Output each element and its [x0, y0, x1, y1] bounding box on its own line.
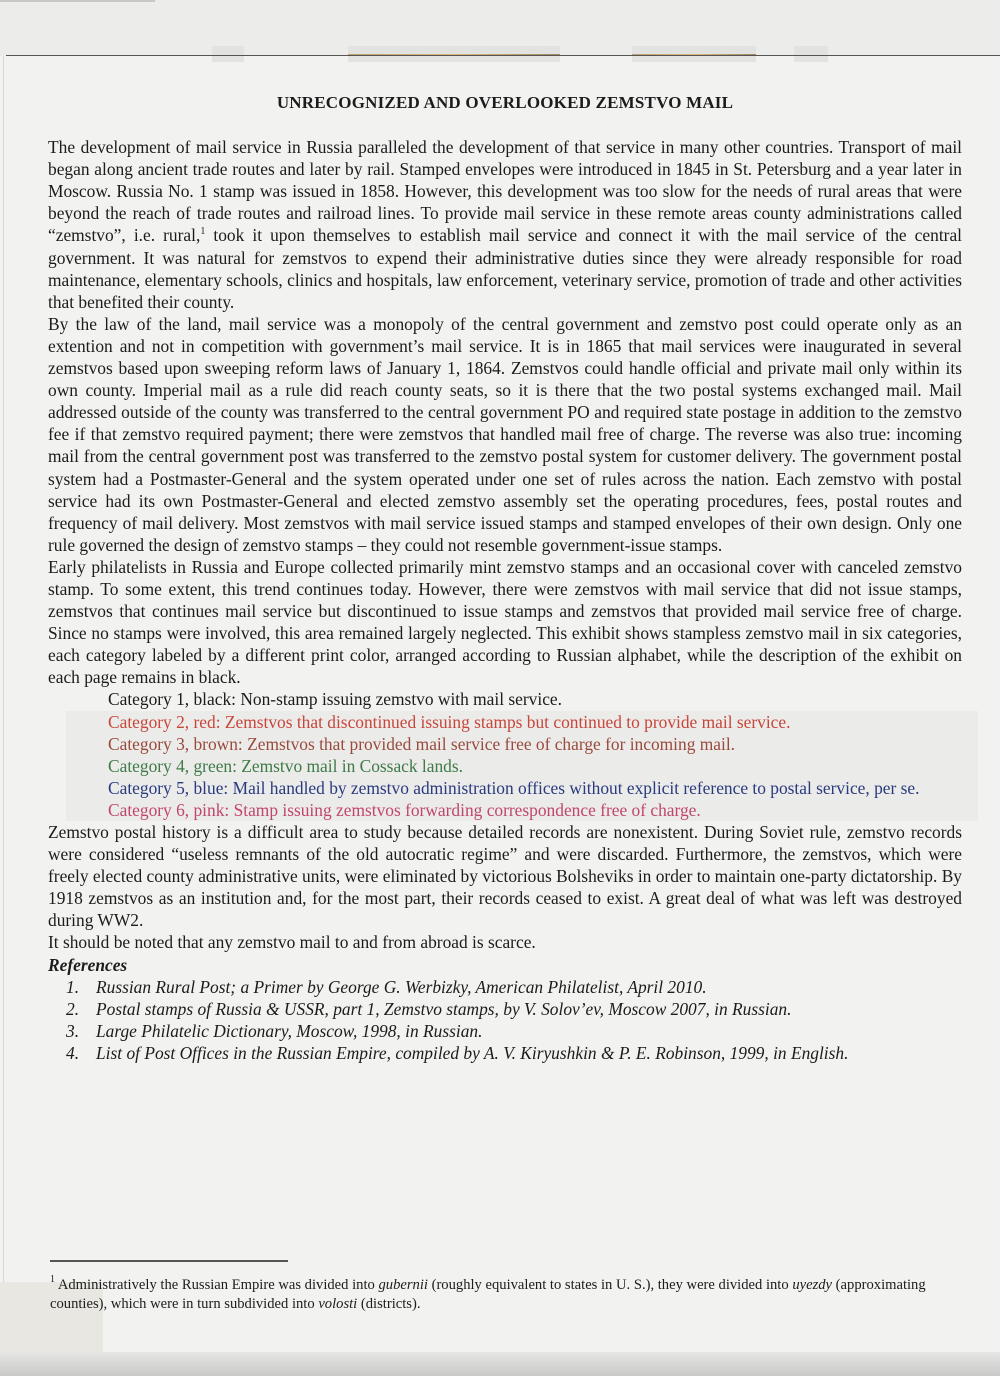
paragraph-note: It should be noted that any zemstvo mail to and from abroad is scarce.: [48, 932, 536, 953]
paragraph-history: Zemstvo postal history is a difficult area to study because detailed records are nonexistent. During Soviet rule, zemstvo records were considered “useless remnants of the old autocratic regime” and were discarded. Furthermore, the zemstvos, which were freely elected county administrative units, were eliminated by victorious Bolsheviks in order to maintain one-party dictatorship. By 1918 zemstvos as an institution and, for the most part, their records ceased to exist. A great deal of what was left was destroyed during WW2.: [48, 822, 962, 931]
category-3: Category 3, brown: Zemstvos that provided mail service free of charge for incoming mail.: [108, 733, 736, 754]
reference-item: 1. Russian Rural Post; a Primer by George G. Werbizky, American Philatelist, April 2010.: [66, 976, 707, 997]
tape-strip: [794, 46, 828, 62]
page-title: UNRECOGNIZED AND OVERLOOKED ZEMSTVO MAIL: [276, 93, 734, 112]
page-left-edge: [3, 56, 4, 1366]
tape-strip: [632, 46, 756, 62]
paragraph-intro: The development of mail service in Russia paralleled the development of that service in many other countries. Transport of mail began along ancient trade routes and later by rail. Stamped envelopes were introduced in 1845 in St. Petersburg and a year later in Moscow. Russia No. 1 stamp was issued in 1858. However, this development was too slow for the needs of rural areas that were beyond the reach of trade routes and railroad lines. To provide mail service in these remote areas county administrations called “zemstvo”, i.e. rural,$^1$ took it upon themselves to establish mail service and connect it with the mail service of the central government. It was natural for zemstvos to expend their administrative duties since they were already responsible for road maintenance, elementary schools, clinics and hospitals, law enforcement, veterinary service, promotion of trade and other activities that benefited their county.: [48, 137, 962, 312]
category-1: Category 1, black: Non-stamp issuing zemstvo with mail service.: [108, 689, 562, 710]
reference-item: 3. Large Philatelic Dictionary, Moscow, 1998, in Russian.: [66, 1020, 483, 1041]
category-6: Category 6, pink: Stamp issuing zemstvos forwarding correspondence free of charge.: [108, 799, 701, 820]
footnote-divider: [50, 1260, 288, 1262]
scan-background-bottom: [0, 1352, 1000, 1376]
category-2: Category 2, red: Zemstvos that discontinued issuing stamps but continued to provide mail service.: [108, 711, 791, 732]
reference-item: 2. Postal stamps of Russia & USSR, part 1, Zemstvo stamps, by V. Solov’ev, Moscow 2007, in Russian.: [66, 998, 792, 1019]
category-shaded-block: [66, 711, 978, 821]
page-top-edge: [6, 55, 1000, 56]
category-4: Category 4, green: Zemstvo mail in Cossack lands.: [108, 755, 463, 776]
reference-item: 4. List of Post Offices in the Russian Empire, compiled by A. V. Kiryushkin & P. E. Robinson, 1999, in English.: [66, 1042, 849, 1063]
footnote-ref[interactable]: 1: [200, 226, 206, 238]
scan-artifact: [0, 0, 155, 2]
references-heading: References: [48, 954, 128, 975]
tape-strip: [348, 46, 560, 62]
references-list: [48, 976, 962, 1064]
paragraph-law: By the law of the land, mail service was a monopoly of the central government and zemstvo post could operate only as an extention and not in competition with government’s mail service. It is in 1865 that mail services were inaugurated in several zemstvos based upon sweeping reform laws of January 1, 1864. Zemstvos could handle official and private mail only within its own county. Imperial mail as a rule did reach county seats, so it is there that the two postal systems exchanged mail. Mail addressed outside of the county was transferred to the central government PO and required state postage in addition to the zemstvo fee if that zemstvo required payment; there were zemstvos that handled mail free of charge. The reverse was also true: incoming mail from the central government post was transferred to the zemstvo postal system for customer delivery. The government postal system had a Postmaster-General and the system operated under one set of rules across the nation. Each zemstvo with postal service had its own Postmaster-General and elected zemstvo assembly set the operating procedures, fees, postal routes and frequency of mail delivery. Most zemstvos with mail service issued stamps and stamped envelopes of their own design. Only one rule governed the design of zemstvo stamps – they could not resemble government-issue stamps.: [48, 313, 962, 555]
category-list: [48, 688, 962, 821]
document-body: [48, 92, 962, 1064]
paragraph-philatelists: Early philatelists in Russia and Europe collected primarily mint zemstvo stamps and an occasional cover with canceled zemstvo stamp. To some extent, this trend continues today. However, there were zemstvos with mail service that did not issue stamps, zemstvos that continues mail service but discontinued to issue stamps and zemstvos that provided mail service free of charge. Since no stamps were involved, this area remained largely neglected. This exhibit shows stampless zemstvo mail in six categories, each category labeled by a different print color, arranged according to Russian alphabet, while the description of the exhibit on each page remains in black.: [48, 556, 962, 688]
tape-strip: [212, 46, 244, 62]
footnote: $^1$ Administratively the Russian Empire was divided into gubernii (roughly equivalent to states in U. S.), they were divided into uyezdy (approximating counties), which were in turn subdivided into volosti (districts).: [50, 1274, 926, 1312]
category-5: Category 5, blue: Mail handled by zemstvo administration offices without explicit reference to postal service, per se.: [108, 777, 920, 798]
